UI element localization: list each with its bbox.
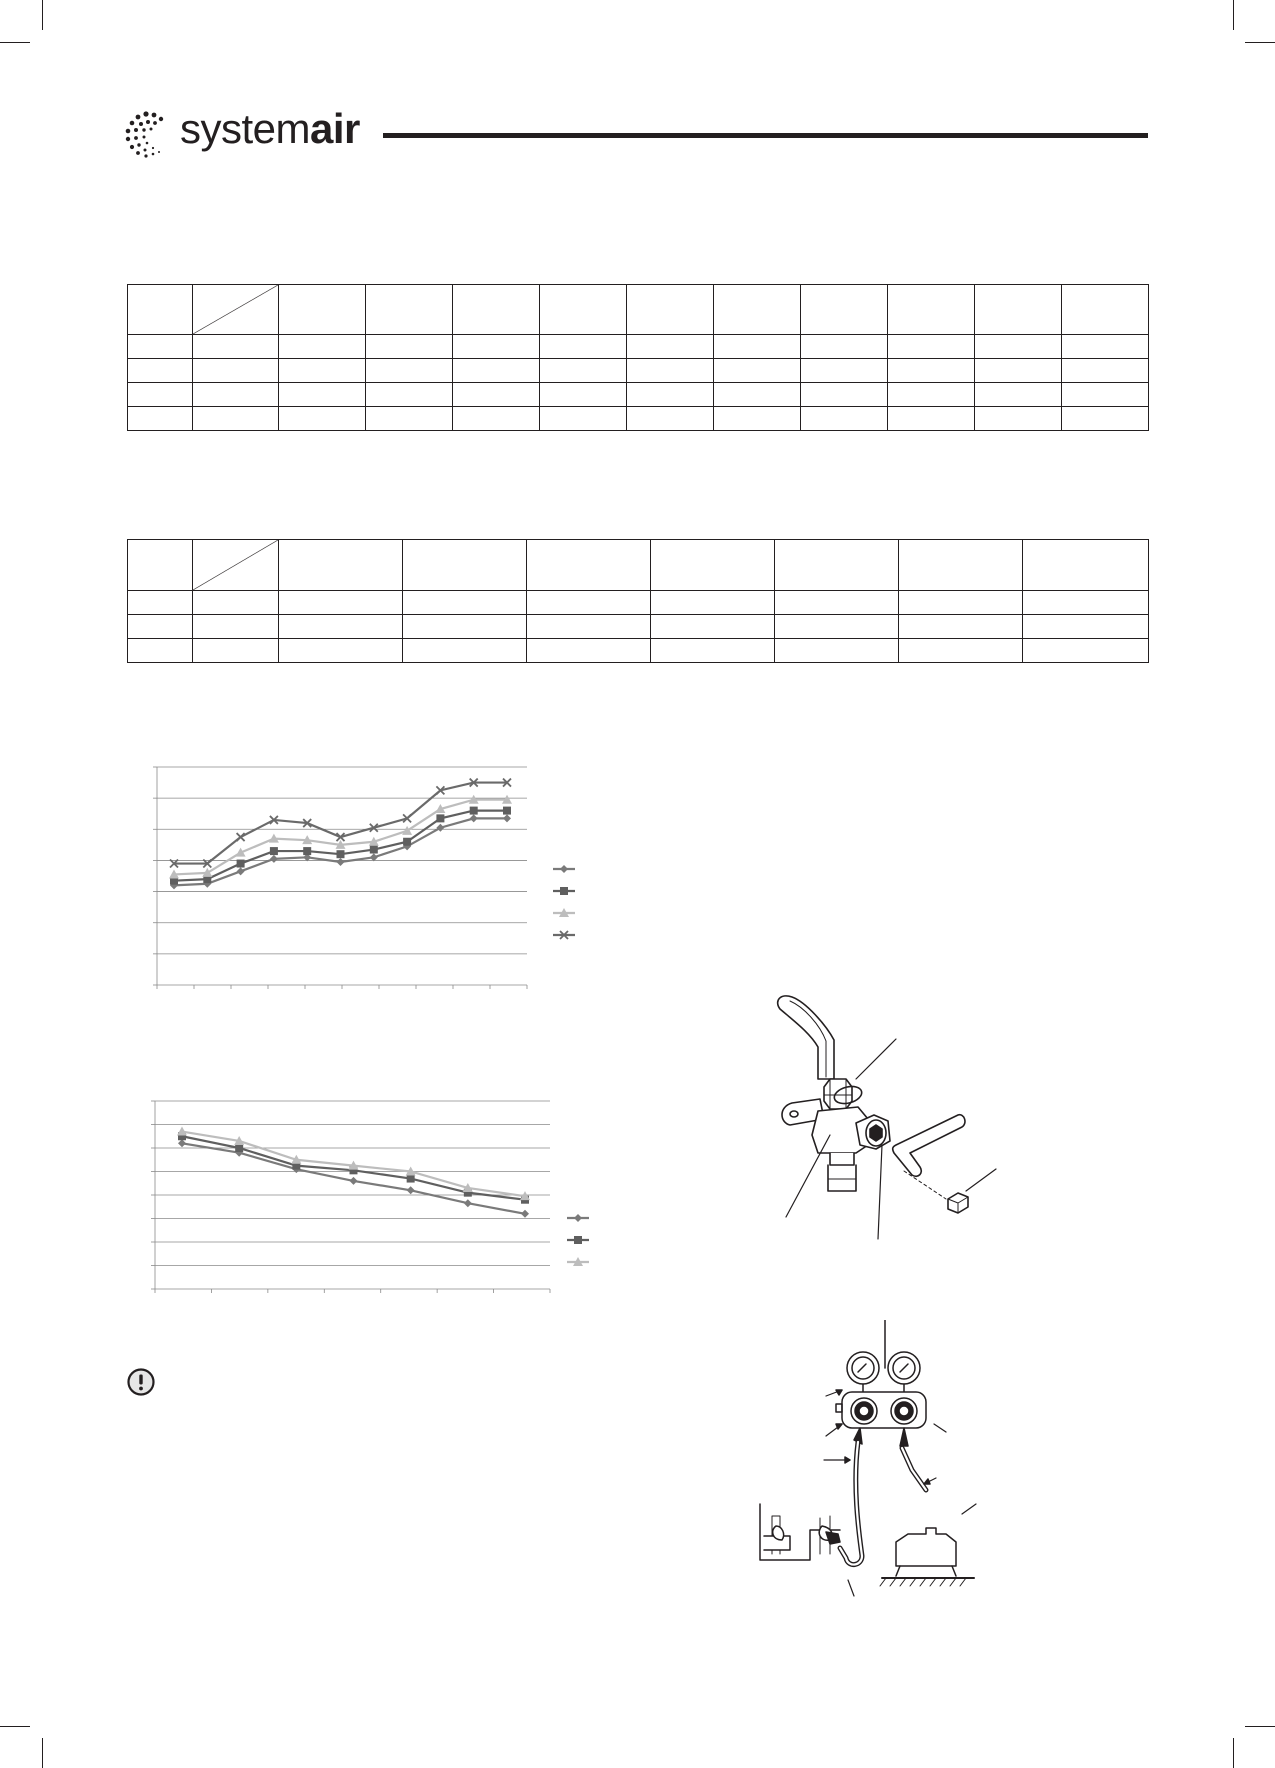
legend-marker-1	[574, 1214, 582, 1222]
table-row	[128, 639, 1149, 663]
data-point-series-1	[407, 1186, 415, 1194]
data-point-series-1	[270, 855, 278, 863]
header-cell	[627, 285, 714, 335]
header-cell	[888, 285, 975, 335]
gauge-manifold-illustration	[750, 1320, 990, 1600]
data-point-series-2	[337, 850, 345, 858]
data-point-series-1	[178, 1139, 186, 1147]
table-row	[128, 359, 1149, 383]
crop-mark	[42, 0, 43, 30]
table-row	[128, 335, 1149, 359]
data-point-series-1	[350, 1177, 358, 1185]
flare-nut	[824, 1079, 852, 1109]
header-cell	[714, 285, 801, 335]
service-valve-illustration	[770, 995, 1010, 1245]
brand-logo	[180, 105, 360, 152]
crop-mark	[42, 1738, 43, 1768]
crop-mark	[0, 42, 30, 43]
data-point-series-3	[402, 826, 412, 835]
data-point-series-2	[436, 814, 444, 822]
data-table-1	[127, 284, 1149, 431]
data-point-series-2	[237, 860, 245, 868]
diagonal-header-cell	[193, 285, 279, 335]
legend-marker-1	[560, 865, 568, 873]
header-cell	[899, 540, 1023, 591]
header-cell	[801, 285, 888, 335]
header-cell	[453, 285, 540, 335]
crop-mark	[1245, 1726, 1275, 1727]
header-cell	[527, 540, 651, 591]
brand-name-light: system	[180, 105, 311, 152]
table-row	[128, 407, 1149, 431]
table-row	[128, 383, 1149, 407]
data-point-series-1	[337, 858, 345, 866]
line-chart-1	[140, 760, 600, 992]
diagonal-header-cell	[193, 540, 279, 591]
data-point-series-4	[237, 833, 245, 841]
exclamation-icon	[127, 1368, 155, 1396]
header-cell	[540, 285, 627, 335]
table-header-row	[128, 285, 1149, 335]
data-point-series-2	[270, 847, 278, 855]
data-point-series-1	[503, 814, 511, 822]
crop-mark	[1233, 1738, 1234, 1768]
crop-mark	[0, 1726, 30, 1727]
header-cell	[1023, 540, 1149, 591]
header-cell	[279, 540, 403, 591]
crop-mark	[1233, 0, 1234, 30]
header-cell	[128, 285, 193, 335]
table-row	[128, 591, 1149, 615]
header-rule	[383, 133, 1148, 138]
data-point-series-2	[370, 846, 378, 854]
header-cell	[403, 540, 527, 591]
systemair-dots-icon	[124, 110, 176, 158]
header-cell	[975, 285, 1062, 335]
hex-key	[893, 1115, 965, 1177]
table-row	[128, 615, 1149, 639]
header-cell	[1062, 285, 1149, 335]
data-point-series-2	[470, 807, 478, 815]
vacuum-pump	[896, 1528, 956, 1566]
data-table-2	[127, 539, 1149, 663]
legend-marker-2	[560, 887, 568, 895]
header-cell	[651, 540, 775, 591]
data-point-series-2	[303, 847, 311, 855]
header-cell	[775, 540, 899, 591]
data-point-series-1	[470, 814, 478, 822]
table-header-row	[128, 540, 1149, 591]
header-cell	[366, 285, 453, 335]
data-point-series-2	[503, 807, 511, 815]
data-point-series-1	[237, 867, 245, 875]
data-point-series-1	[521, 1210, 529, 1218]
crop-mark	[1245, 42, 1275, 43]
data-point-series-1	[464, 1199, 472, 1207]
header-cell	[128, 540, 193, 591]
data-point-series-2	[407, 1175, 415, 1183]
line-chart-2	[140, 1095, 610, 1300]
brand-name-bold: air	[310, 105, 360, 152]
data-point-series-2	[235, 1144, 243, 1152]
data-point-series-2	[403, 838, 411, 846]
header-cell	[279, 285, 366, 335]
legend-marker-2	[574, 1236, 582, 1244]
